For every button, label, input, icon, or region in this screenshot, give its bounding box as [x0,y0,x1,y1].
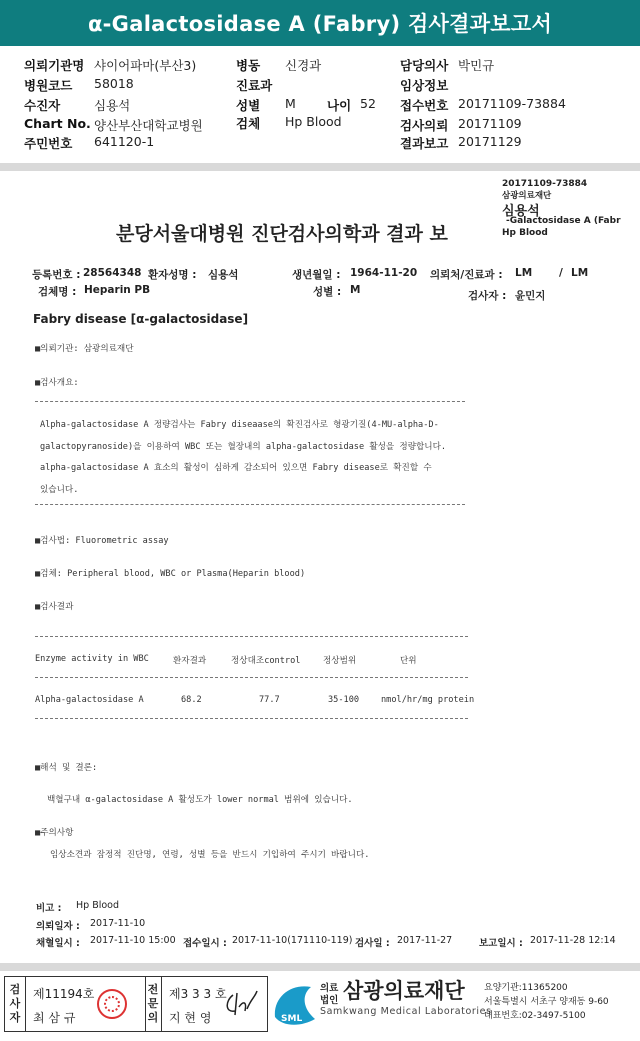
specimen-name-value: Heparin PB [84,284,151,296]
specimen-name-label: 검체명 : [38,286,77,298]
dashed-rule [35,677,468,678]
clinical-info-label: 임상정보 [400,78,449,93]
table-cell: nmol/hr/mg protein [381,695,475,705]
receipt-value: 2017-11-10(171110-119) [232,935,353,946]
result-heading: ■검사결과 [35,602,74,612]
age-label: 나이 [327,98,352,113]
specimen-value: Hp Blood [285,114,342,129]
table-header: Enzyme activity in WBC [35,654,149,664]
org-name: 삼광의료재단 [343,979,465,1003]
caution-heading: ■주의사항 [35,828,74,838]
report-time-value: 2017-11-28 12:14 [530,935,616,946]
specimen-line: ■검체: Peripheral blood, WBC or Plasma(Heparin blood) [35,569,306,579]
requester-line: ■의뢰기관: 삼광의료재단 [35,344,134,354]
collect-label: 채혈일시 : [36,938,80,949]
header-row: 의뢰기관명 [24,58,85,73]
ward-value: 신경과 [285,58,322,73]
overview-line: alpha-galactosidase A 효소의 활성이 심하게 감소되어 있으면 Fabry disease로 확진할 수 [40,463,432,473]
stamp-number: 20171109-73884 [502,179,588,189]
dept-label: 의뢰처/진료과 : [430,269,503,281]
remark-label: 비고 : [36,903,62,914]
signature-icon [221,987,261,1021]
dashed-rule [35,401,465,402]
req-date-label: 의뢰일자 : [36,921,80,932]
patient-label: 수진자 [24,98,61,113]
sex-label: 성별 [236,98,261,113]
doc-sex-label: 성별 : [313,286,342,298]
table-header: 정상대조control [231,656,301,666]
caution-text: 임상소견과 잠정적 진단명, 연령, 성별 등을 반드시 기입하여 주시기 바랍니다. [50,850,370,860]
specialist-name: 지 현 영 [169,1011,212,1025]
test-date-label: 검사일 : [355,938,390,949]
patient-name-label: 환자성명 : [148,269,197,281]
remark-value: Hp Blood [76,900,120,911]
sml-logo-icon [271,977,317,1027]
inspector-label: 검 사 자 [9,983,21,1024]
hospital-code-value: 58018 [94,76,134,91]
test-name: Fabry disease [α-galactosidase] [33,312,249,326]
doctor-label: 담당의사 [400,58,449,73]
org-prefix-2: 법인 [320,995,339,1006]
dept-value-2: LM [571,267,589,279]
phone: 대표번호:02-3497-5100 [484,1011,586,1021]
overview-line: 있습니다. [40,485,79,495]
dept-value-1: LM [515,267,533,279]
table-header: 정상범위 [323,656,357,666]
table-cell: 77.7 [259,695,280,705]
logo-text: SML [281,1014,303,1024]
tester-label: 검사자 : [468,290,507,302]
specialist-label: 전 문 의 [147,983,159,1024]
org-prefix-1: 의료 [320,983,339,994]
ward-label: 병동 [236,58,261,73]
stamp-org: 삼광의료재단 [502,191,552,201]
dashed-rule [35,718,468,719]
chart-no-label: Chart No. [24,116,91,131]
report-header [0,52,640,164]
agency-code: 요양기관:11365200 [484,983,568,993]
dob-label: 생년월일 : [292,269,341,281]
table-header: 단위 [400,656,417,666]
stamp-patient-name: 심용석 [502,204,540,219]
id-number-label: 주민번호 [24,136,73,151]
test-date-value: 2017-11-27 [397,935,453,946]
divider-top [0,163,640,171]
chart-no-value: 양산부산대학교병원 [94,118,203,133]
address: 서울특별시 서초구 양재동 9-60 [484,997,609,1007]
request-date-value: 20171109 [458,116,522,131]
overview-heading: ■검사개요: [35,378,79,388]
receipt-no-label: 접수번호 [400,98,449,113]
report-date-label: 결과보고 [400,136,449,151]
reg-no-label: 등록번호 : [32,269,81,281]
table-cell: 68.2 [181,695,202,705]
collect-value: 2017-11-10 15:00 [90,935,176,946]
overview-line: Alpha-galactosidase A 정량검사는 Fabry diseaase의 확진검사로 형광기질(4-MU-alpha-D- [40,420,439,430]
table-cell: 35-100 [328,695,360,705]
hospital-report-title: 분당서울대병원 진단검사의학과 결과 보 [116,223,448,245]
report-date-value: 20171129 [458,134,522,149]
patient-name-value: 심용석 [208,269,239,281]
dashed-rule [35,636,468,637]
inspector-name: 최 삼 규 [33,1011,76,1025]
table-header: 환자결과 [173,656,207,666]
overview-line: galactopyranoside)을 이용하여 WBC 또는 혈장내의 alpha-galactosidase 활성을 정량합니다. [40,442,447,452]
table-cell: Alpha-galactosidase A [35,695,144,705]
hospital-name-value: 샤이어파마(부산3) [94,58,197,73]
scanned-report [0,171,640,971]
stamp-test: -Galactosidase A (Fabr [506,216,621,226]
stamp-specimen: Hp Blood [502,228,548,238]
req-date-value: 2017-11-10 [90,918,146,929]
receipt-no-value: 20171109-73884 [458,96,566,111]
specialist-license: 제3 3 3 호 [169,987,227,1001]
dob-value: 1964-11-20 [350,267,418,279]
age-value: 52 [360,96,376,111]
request-date-label: 검사의뢰 [400,118,449,133]
divider-bottom [0,963,640,971]
dashed-rule [35,504,465,505]
receipt-label: 접수일시 : [183,938,227,949]
hospital-code-label: 병원코드 [24,78,73,93]
specimen-label: 검체 [236,116,261,131]
doctor-value: 박민규 [458,58,495,73]
dept-separator: / [559,267,563,279]
sex-value: M [285,96,296,111]
reg-no-value: 28564348 [83,267,142,279]
org-english-name: Samkwang Medical Laboratories [320,1006,492,1017]
tester-value: 윤민지 [515,290,546,302]
report-footer [0,971,640,1041]
department-label: 진료과 [236,78,273,93]
method-line: ■검사법: Fluorometric assay [35,536,169,546]
red-seal-icon [97,989,127,1019]
patient-value: 심용석 [94,98,131,113]
id-number-value: 641120-1 [94,134,155,149]
report-time-label: 보고일시 : [479,938,523,949]
report-title: α-Galactosidase A (Fabry) 검사결과보고서 [0,0,640,46]
doc-sex-value: M [350,284,361,296]
interpretation-text: 백혈구내 α-galactosidase A 활성도가 lower normal 범위에 있습니다. [47,795,353,805]
inspector-license: 제11194호 [33,987,95,1001]
signature-box [4,976,268,1032]
interpretation-heading: ■해석 및 결론: [35,763,98,773]
